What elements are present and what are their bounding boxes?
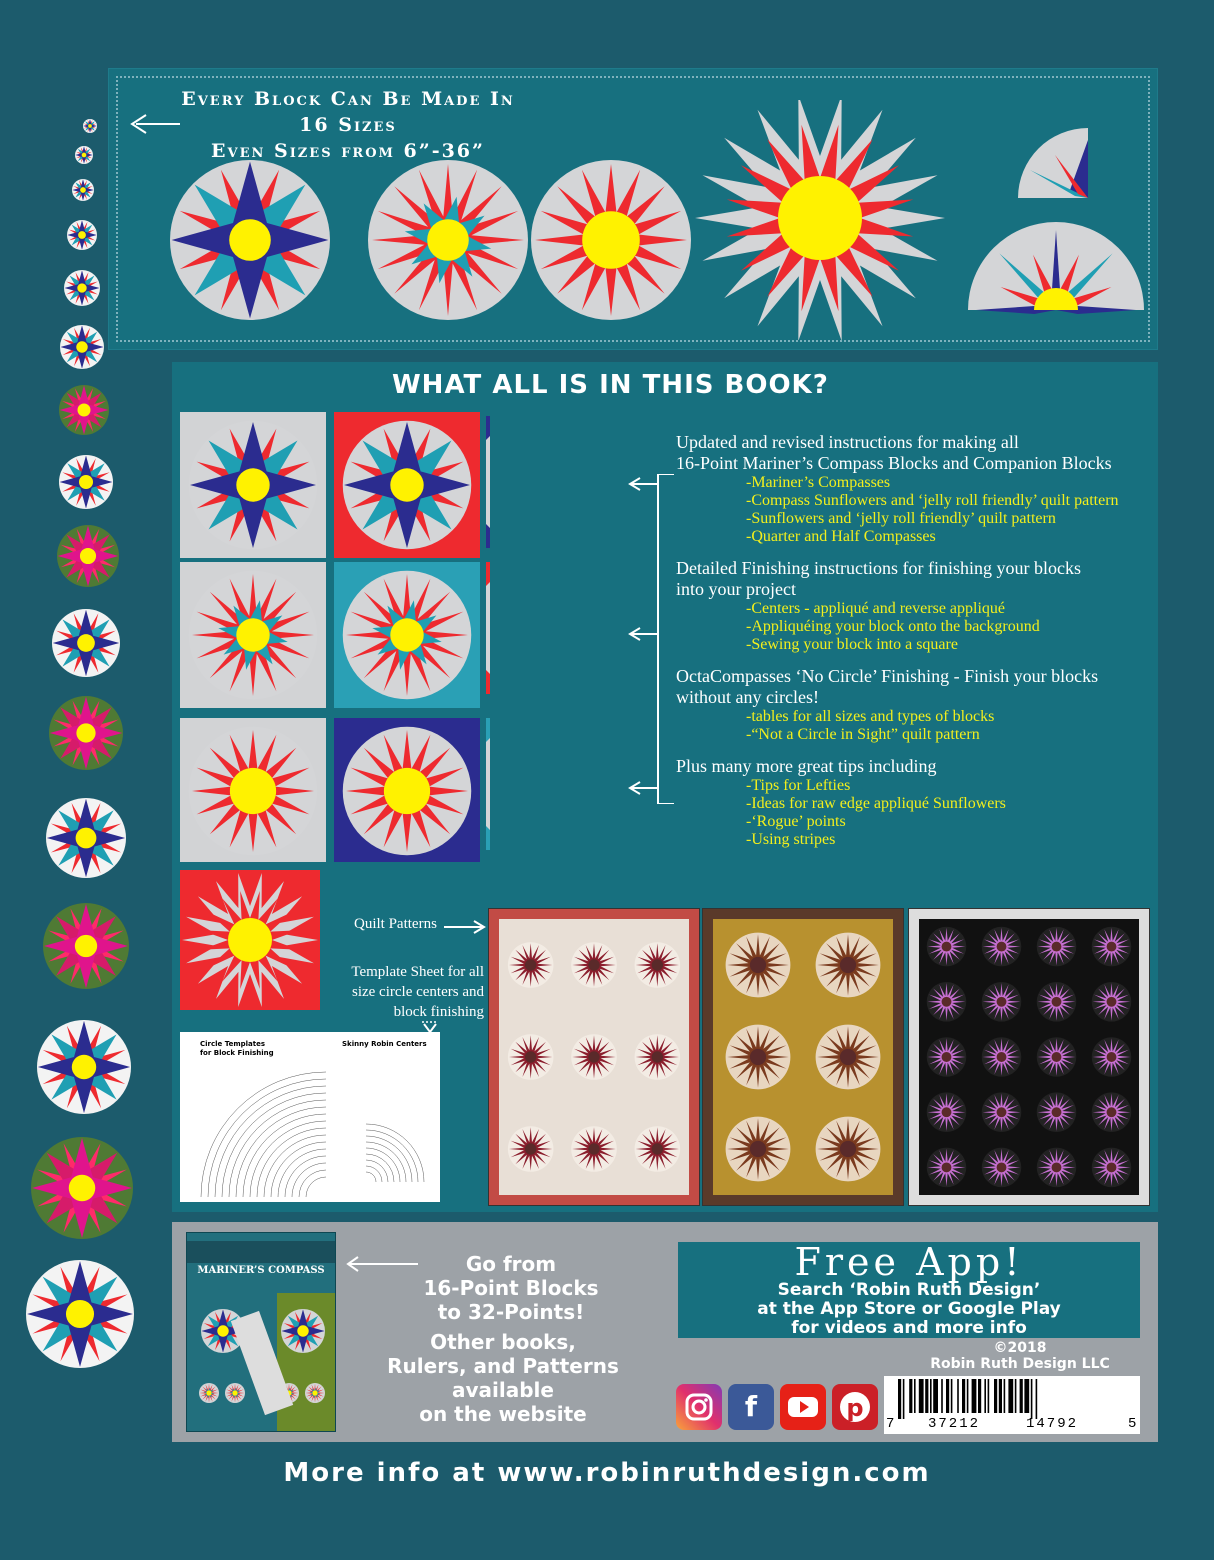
quilt-photo-3 [908,908,1150,1206]
free-app-title: Free App! [794,1240,1024,1284]
size-compass-column [0,0,172,1560]
book-cover [186,1232,336,1432]
section-4: Plus many more great tips including -Tips for Lefties -Ideas for raw edge appliqué Sunflowers -‘Rogue’ points -Using stripes [676,756,1006,848]
sheet-subtitle: Skinny Robin Centers [342,1040,427,1048]
barcode: 7 37212 14792 5 [884,1376,1140,1434]
quilt-photo-2 [702,908,904,1206]
bracket-arrows [626,474,676,804]
go-from-text: Go from 16-Point Blocks to 32-Points! [423,1252,599,1324]
youtube-icon[interactable] [780,1384,826,1430]
svg-text:p: p [846,1394,864,1422]
pinterest-icon[interactable] [832,1384,878,1430]
sunflower-block [180,870,320,1010]
facebook-icon[interactable]: f [728,1384,774,1430]
contents-list [676,432,1146,849]
sheet-title: Circle Templates for Block Finishing [200,1040,274,1057]
sizes-heading: Every Block Can Be Made In 16 Sizes Even Sizes from 6”-36” [181,88,515,162]
instagram-icon[interactable] [676,1384,722,1430]
website-footer[interactable]: More info at www.robinruthdesign.com [283,1458,931,1488]
template-sheet-label: Template Sheet for all size circle centers and block finishing [351,964,484,1020]
quilt-patterns-label: Quilt Patterns [354,916,437,932]
section-1: Updated and revised instructions for making all 16-Point Mariner’s Compass Blocks and Companion Blocks -Mariner’s Compasses -Compass Sunflowers and ‘jelly roll friendly’ quilt pattern -Sunflowers and ‘jelly roll friendly’ quilt pattern -Quarter and Half Compasses [676,432,1119,545]
template-sheet-image [180,1032,440,1202]
book-heading: WHAT ALL IS IN THIS BOOK? [392,370,829,400]
section-3: OctaCompasses ‘No Circle’ Finishing - Finish your blocks without any circles! -tables for all sizes and types of blocks -“Not a Circle in Sight” quilt pattern [676,666,1099,743]
section-2: Detailed Finishing instructions for finishing your blocks into your project -Centers - appliqué and reverse appliqué -Appliquéing your block onto the background -Sewing your block into a square [676,558,1081,653]
top-compass-row [160,100,1160,340]
block-grid [180,412,490,862]
arrow-right-icon [444,918,486,936]
copyright: ©2018 Robin Ruth Design LLC [930,1340,1110,1372]
quilt-photo-1 [488,908,700,1206]
free-app-box: Free App! Search ‘Robin Ruth Design’ at the App Store or Google Play for videos and more info [678,1242,1140,1338]
other-books-text: Other books, Rulers, and Patterns available on the website [387,1330,619,1426]
cover-title: MARINER’S COMPASS [197,1265,325,1276]
